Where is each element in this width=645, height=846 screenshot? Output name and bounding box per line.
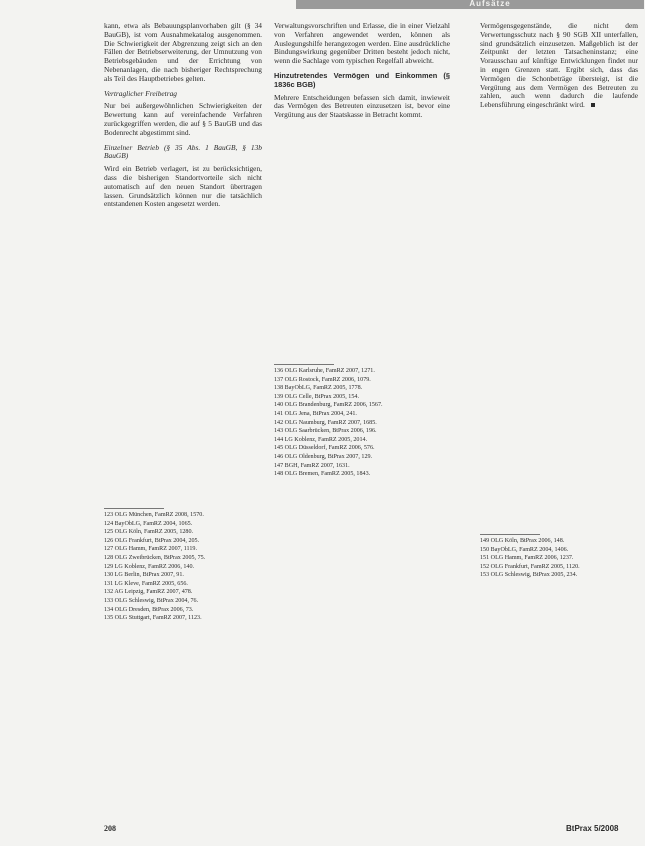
footnote: 142 OLG Naumburg, FamRZ 2007, 1685. [274,419,377,426]
footnote: 148 OLG Bremen, FamRZ 2005, 1843. [274,471,371,478]
footnote: 127 OLG Hamm, FamRZ 2007, 1119. [104,546,197,553]
end-of-article-mark [591,103,595,107]
paragraph-text: Vermögensgegenstände, die nicht dem Verwertungsschutz nach § 90 SGB XII unterfallen, sind grundsätzlich einzusetzen. Maßgeblich ist der Zeitpunkt der letzten Tatsacheninstanz; eine Vorausschau auf künftige Entwicklungen findet nur in engen Grenzen statt. Ergibt sich, dass das Vermögen die Schonbeträge übersteigt, ist die Vergütung aus dem Vermögen des Betreuten zu zahlen, auch wenn dadurch die laufende Lebensführung eingeschränkt wird. [480,21,638,110]
footnote: 136 OLG Karlsruhe, FamRZ 2007, 1271. [274,368,375,374]
footnote: 145 OLG Düsseldorf, FamRZ 2006, 576. [274,445,375,452]
footnotes-column-3 [480,538,638,581]
footnote: 124 BayObLG, FamRZ 2004, 1065. [104,520,193,527]
footnote: 125 OLG Köln, FamRZ 2005, 1280. [104,529,194,536]
footnote: 126 OLG Frankfurt, BtPrax 2004, 205. [104,537,200,544]
footnote: 129 LG Koblenz, FamRZ 2006, 140. [104,563,195,570]
footnote-rule [480,534,540,535]
footnote-rule [104,508,164,509]
footnote: 130 LG Berlin, BtPrax 2007, 91. [104,572,184,579]
footnote: 128 OLG Zweibrücken, BtPrax 2005, 75. [104,554,206,561]
footnote: 150 BayObLG, FamRZ 2004, 1406. [480,546,569,553]
footnote: 146 OLG Oldenburg, BtPrax 2007, 129. [274,453,373,460]
paragraph [480,22,638,110]
paragraph: Mehrere Entscheidungen befassen sich damit, inwieweit das Vermögen des Betreuten einzusetzen ist, bevor eine Vergütung aus der Staatskasse in Betracht kommt. [274,92,450,120]
page-number: 208 [104,824,116,833]
footnote: 137 OLG Rostock, FamRZ 2006, 1079. [274,376,371,383]
footnote: 143 OLG Saarbrücken, BtPrax 2006, 196. [274,428,377,435]
footnote-rule [274,364,334,365]
paragraph: kann, etwa als Bebauungsplanvorhaben gilt (§ 34 BauGB), ist vom Ausnahmekatalog ausgenommen. Die Schwierigkeit der Abgrenzung zeigt sich an den Fällen der Betriebserweiterung, der Umnutzung von Betriebsgebäuden und der Errichtung von Nebenanlagen, die nach bisheriger Rechtsprechung als Teil des Hauptbetriebes gelten. [104,21,262,83]
footnote: 139 OLG Celle, BtPrax 2005, 154. [274,393,359,400]
footnotes-column-1 [104,512,262,624]
section-heading: Vertraglicher Freibetrag [104,88,178,98]
column-2 [274,22,450,124]
footnote: 134 OLG Dresden, BtPrax 2006, 73. [104,606,194,613]
paragraph: Wird ein Betrieb verlagert, ist zu berücksichtigen, dass die bisherigen Standortvorteile sich nicht automatisch auf den neuen Standort übertragen lassen. Grundsätzlich können nur die tatsächlich entstandenen Kosten angesetzt werden. [104,164,262,209]
footnote: 152 OLG Frankfurt, FamRZ 2005, 1120. [480,563,580,570]
footnote: 153 OLG Schleswig, BtPrax 2005, 234. [480,572,578,579]
footnote: 140 OLG Brandenburg, FamRZ 2006, 1567. [274,402,383,409]
footnote: 133 OLG Schleswig, BtPrax 2004, 76. [104,597,199,604]
paragraph: Verwaltungsvorschriften und Erlasse, die in einer Vielzahl von Verfahren angewendet werden, können als Auslegungshilfe herangezogen werden. Eine ausdrückliche Bindungswirkung gegenüber Dritten besteht jedoch nicht, wenn die Sachlage vom typischen Regelfall abweicht. [274,21,450,66]
paragraph: Nur bei außergewöhnlichen Schwierigkeiten der Bewertung kann auf vereinfachende Verfahren zurückgegriffen werden, die auf § 5 BauGB und das Bodenrecht abgestimmt sind. [104,101,262,137]
column-3 [480,22,638,114]
footnote: 151 OLG Hamm, FamRZ 2006, 1237. [480,555,574,562]
footnote: 149 OLG Köln, BtPrax 2006, 148. [480,538,565,544]
footnote: 147 BGH, FamRZ 2007, 1631. [274,462,350,469]
section-header: Aufsätze [469,0,511,8]
column-1 [104,22,262,213]
footnote: 138 BayObLG, FamRZ 2005, 1778. [274,385,363,392]
footnotes-column-2 [274,368,450,480]
journal-name: BtPrax 5/2008 [566,824,619,833]
footnote: 135 OLG Stuttgart, FamRZ 2007, 1123. [104,615,202,622]
footnote: 132 AG Leipzig, FamRZ 2007, 478. [104,589,193,596]
footnote: 144 LG Koblenz, FamRZ 2005, 2014. [274,436,368,443]
footnote: 141 OLG Jena, BtPrax 2004, 241. [274,410,357,417]
footnote: 123 OLG München, FamRZ 2008, 1570. [104,512,204,518]
section-subheading: Einzelner Betrieb (§ 35 Abs. 1 BauGB, § 13b BauGB) [104,142,262,161]
footnote: 131 LG Kleve, FamRZ 2005, 656. [104,580,188,587]
section-heading: Hinzutretendes Vermögen und Einkommen (§ 1836c BGB) [274,70,450,89]
